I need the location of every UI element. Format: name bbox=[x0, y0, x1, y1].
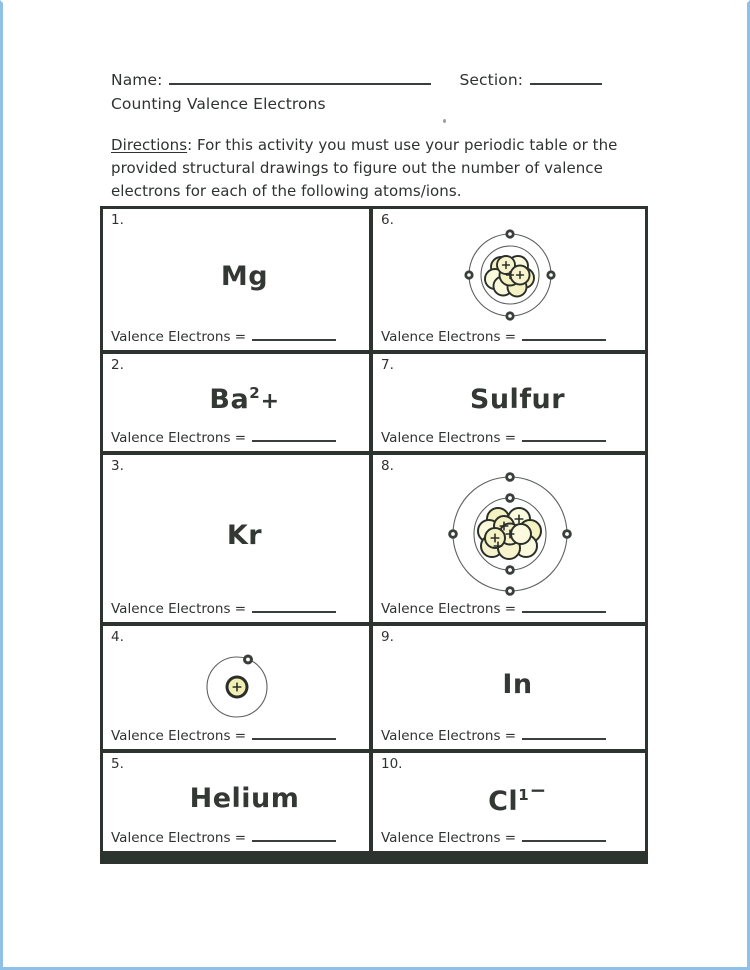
question-content bbox=[111, 645, 362, 728]
element-symbol: Kr bbox=[226, 519, 263, 551]
answer-blank[interactable] bbox=[522, 738, 606, 740]
answer-blank[interactable] bbox=[252, 611, 336, 613]
question-number: 7. bbox=[381, 357, 394, 373]
answer-prompt-label: Valence Electrons = bbox=[381, 728, 517, 744]
question-content bbox=[111, 772, 362, 830]
question-cell-8 bbox=[373, 455, 645, 622]
answer-blank[interactable] bbox=[252, 339, 336, 341]
answer-blank[interactable] bbox=[252, 738, 336, 740]
question-number: 8. bbox=[381, 458, 394, 474]
element-symbol-ion bbox=[488, 777, 547, 817]
question-content bbox=[111, 474, 362, 601]
answer-blank[interactable] bbox=[522, 611, 606, 613]
question-cell-2 bbox=[103, 354, 369, 451]
element-symbol: In bbox=[502, 668, 533, 700]
answer-row bbox=[111, 830, 362, 847]
element-symbol-ion bbox=[209, 384, 279, 415]
paper-surface bbox=[3, 3, 747, 967]
question-number: 3. bbox=[111, 458, 124, 474]
question-cell-9 bbox=[373, 626, 645, 749]
answer-prompt-label: Valence Electrons = bbox=[111, 430, 247, 446]
questions-column-right bbox=[373, 209, 645, 861]
question-content bbox=[381, 645, 638, 728]
nucleus-cluster bbox=[478, 508, 541, 559]
question-cell-10 bbox=[373, 753, 645, 851]
question-number: 5. bbox=[111, 756, 124, 772]
question-cell-6 bbox=[373, 209, 645, 350]
question-content bbox=[381, 373, 638, 430]
directions-body: For this activity you must use your periodic table or the provided structural drawings to figure out the number of valence electrons for each of the following atoms/ions. bbox=[111, 136, 618, 200]
ion-superscript: 2 bbox=[249, 383, 260, 402]
answer-row bbox=[111, 329, 362, 346]
worksheet-header bbox=[111, 71, 671, 202]
element-name: Helium bbox=[189, 783, 300, 815]
answer-blank[interactable] bbox=[522, 440, 606, 442]
directions-keyword: Directions bbox=[111, 136, 188, 154]
answer-prompt-label: Valence Electrons = bbox=[381, 430, 517, 446]
answer-prompt-label: Valence Electrons = bbox=[111, 830, 247, 846]
answer-row bbox=[381, 329, 638, 346]
question-number: 1. bbox=[111, 212, 124, 228]
bohr-model-icon bbox=[458, 225, 562, 329]
name-blank-line[interactable] bbox=[169, 83, 431, 85]
answer-prompt-label: Valence Electrons = bbox=[381, 601, 517, 617]
answer-row bbox=[111, 601, 362, 618]
ion-superscript: 1 bbox=[518, 785, 529, 804]
answer-prompt-label: Valence Electrons = bbox=[111, 329, 247, 345]
answer-blank[interactable] bbox=[252, 440, 336, 442]
answer-prompt-label: Valence Electrons = bbox=[111, 728, 247, 744]
question-cell-4 bbox=[103, 626, 369, 749]
bohr-model-large-icon bbox=[442, 468, 578, 604]
section-blank-line[interactable] bbox=[530, 83, 602, 85]
questions-column-left bbox=[103, 209, 369, 861]
question-number: 4. bbox=[111, 629, 124, 645]
answer-prompt-label: Valence Electrons = bbox=[111, 601, 247, 617]
answer-row bbox=[381, 430, 638, 447]
question-cell-3 bbox=[103, 455, 369, 622]
nucleus-cluster bbox=[485, 256, 534, 297]
question-number: 10. bbox=[381, 756, 403, 772]
answer-blank[interactable] bbox=[522, 339, 606, 341]
answer-row bbox=[111, 728, 362, 745]
directions-colon: : bbox=[187, 136, 193, 154]
element-symbol-base: Ba bbox=[209, 383, 250, 415]
question-content bbox=[381, 474, 638, 601]
answer-row bbox=[381, 728, 638, 745]
answer-blank[interactable] bbox=[522, 840, 606, 842]
question-cell-5 bbox=[103, 753, 369, 851]
ion-charge-sign: − bbox=[529, 777, 547, 802]
answer-row bbox=[381, 830, 638, 847]
name-section-row bbox=[111, 71, 671, 89]
question-number: 2. bbox=[111, 357, 124, 373]
questions-grid bbox=[100, 206, 648, 864]
worksheet-title: Counting Valence Electrons bbox=[111, 95, 326, 113]
answer-row bbox=[111, 430, 362, 447]
hydrogen-bohr-model-icon bbox=[195, 642, 279, 726]
ion-charge-sign: + bbox=[260, 388, 280, 414]
question-number: 9. bbox=[381, 629, 394, 645]
question-cell-7 bbox=[373, 354, 645, 451]
directions-paragraph bbox=[111, 134, 656, 202]
question-number: 6. bbox=[381, 212, 394, 228]
question-content bbox=[381, 772, 638, 830]
answer-blank[interactable] bbox=[252, 840, 336, 842]
question-content bbox=[381, 228, 638, 329]
question-content bbox=[111, 228, 362, 329]
question-content bbox=[111, 373, 362, 430]
scan-speck bbox=[443, 119, 446, 123]
element-name: Sulfur bbox=[469, 383, 566, 415]
section-label: Section: bbox=[459, 71, 524, 89]
answer-prompt-label: Valence Electrons = bbox=[381, 830, 517, 846]
element-symbol: Mg bbox=[220, 260, 269, 292]
electron-highlight bbox=[246, 658, 250, 662]
question-cell-1 bbox=[103, 209, 369, 350]
answer-prompt-label: Valence Electrons = bbox=[381, 329, 517, 345]
name-label: Name: bbox=[111, 71, 163, 89]
element-symbol-base: Cl bbox=[488, 785, 519, 817]
